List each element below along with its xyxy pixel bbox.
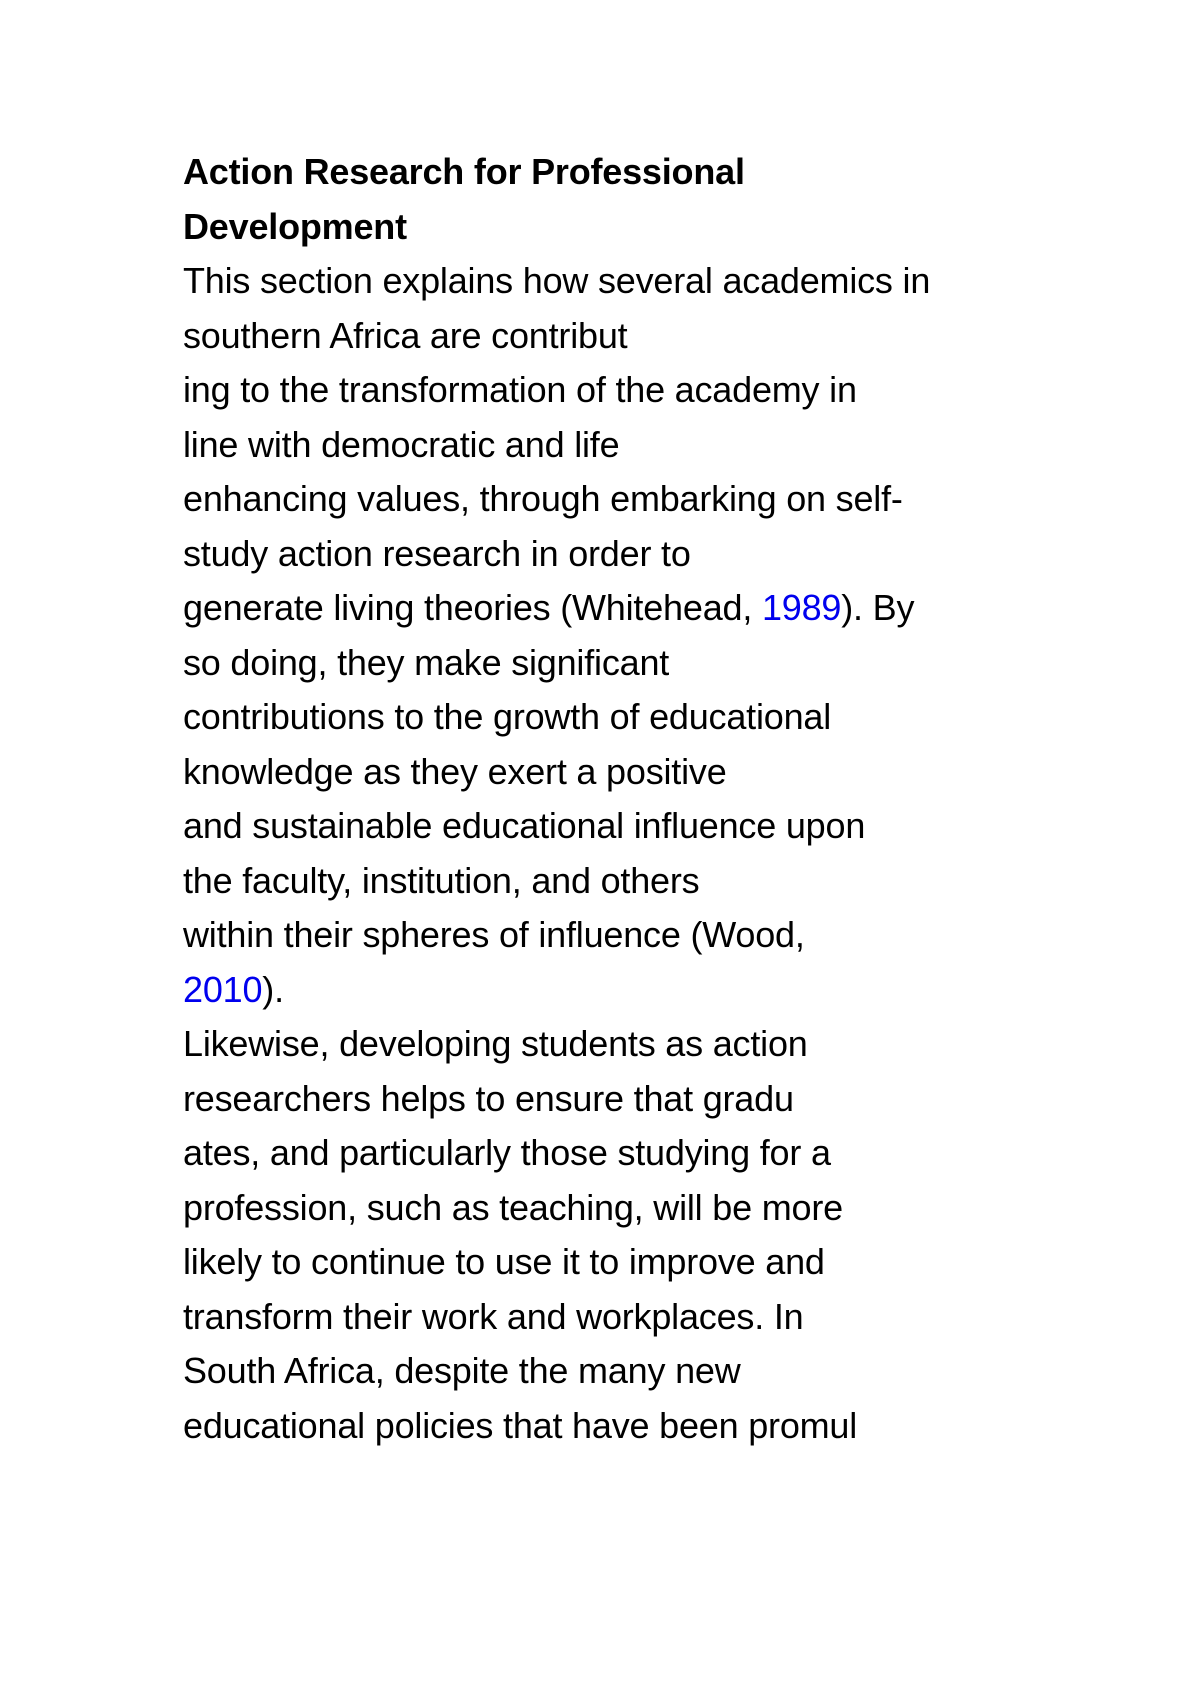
body-line: the faculty, institution, and others (183, 859, 700, 901)
body-line: ing to the transformation of the academy in (183, 369, 857, 410)
body-line: educational policies that have been promul (183, 1404, 858, 1446)
body-line: line with democratic and life (183, 423, 620, 465)
body-line: contributions to the growth of educational (183, 696, 832, 737)
body-line: researchers helps to ensure that gradu (183, 1077, 794, 1119)
body-line: likely to continue to use it to improve and (183, 1241, 825, 1282)
body-line: profession, such as teaching, will be more (183, 1186, 843, 1228)
body-line-citation-wood (183, 963, 1083, 1018)
body-line: knowledge as they exert a positive (183, 750, 727, 792)
body-line-citation-whitehead (183, 581, 1083, 636)
body-line: transform their work and workplaces. In (183, 1295, 804, 1337)
body-line: study action research in order to (183, 532, 691, 574)
section-title-line-1: Action Research for Professional (183, 151, 745, 192)
body-line: southern Africa are contribut (183, 314, 628, 356)
body-line: enhancing values, through embarking on self- (183, 478, 903, 519)
body-line: so doing, they make significant (183, 641, 670, 683)
citation-text-after: ). By (841, 587, 915, 628)
body-line: South Africa, despite the many new (183, 1350, 741, 1391)
body-line: Likewise, developing students as action (183, 1023, 808, 1064)
body-line: and sustainable educational influence upon (183, 805, 866, 846)
section-title-line-2: Development (183, 205, 407, 247)
body-line: This section explains how several academics in (183, 260, 931, 301)
reference-link-2010[interactable]: 2010 (183, 968, 263, 1010)
reference-link-1989[interactable]: 1989 (761, 587, 842, 628)
body-line: ates, and particularly those studying for a (183, 1132, 831, 1173)
body-line: within their spheres of influence (Wood, (183, 914, 805, 955)
citation-text-after: ). (262, 968, 284, 1010)
document-text (183, 145, 1083, 1453)
citation-text-before: generate living theories (Whitehead, (183, 587, 762, 628)
